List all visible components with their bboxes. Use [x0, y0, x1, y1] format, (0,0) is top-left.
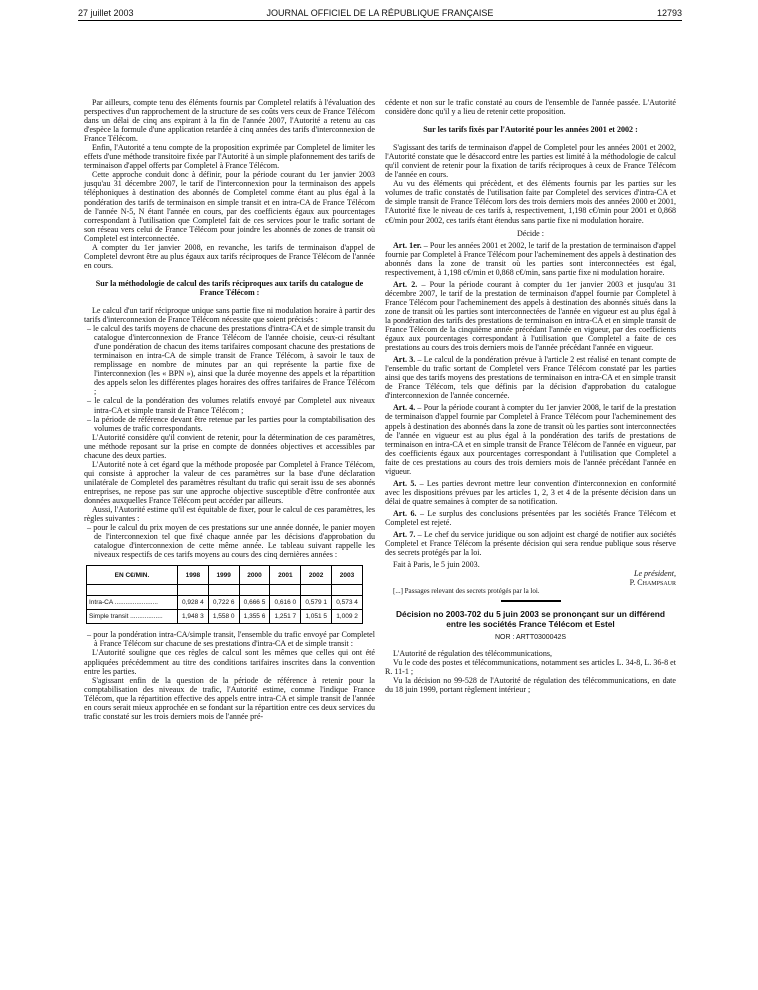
- article-heading: Art. 2.: [393, 279, 418, 289]
- table-cell: 0,666 5: [239, 596, 270, 610]
- article-heading: Art. 1er.: [393, 240, 422, 250]
- footnote: [...] Passages relevant des secrets protégés par la loi.: [393, 587, 540, 596]
- article-text: – Le calcul de la pondération prévue à l'article 2 est réalisé en tenant compte de l'ensemble du trafic sortant de Completel vers France Télécom constaté par les parties ainsi que des tarifs moyens des prestations de terminaison en intra-CA et en simple transit de France Télécom, tels que définis par la décision d'approbation du catalogue d'interconnexion de l'année concernée.: [385, 355, 676, 401]
- article-heading: Art. 7.: [393, 530, 416, 540]
- paragraph: S'agissant enfin de la question de la période de référence à retenir pour la comptabilisation des niveaux de trafic, l'Autorité estime, comme l'indique France Télécom, que la répartition effective des appels entre intra-CA et simple transit de l'année en cours serait mieux approchée en se fondant sur la répartition entre ces deux services du trafic constaté sur les trois derniers mois de l'année pré-: [84, 675, 375, 721]
- signature-name: P. Champsaur: [629, 578, 676, 588]
- article-text: – Pour la période courant à compter du 1er janvier 2003 et jusqu'au 31 décembre 2007, le tarif de la prestation de terminaison d'appel fournie par Completel à France Télécom pour l'acheminement des appels à destination des abonnés situés dans la zone de transit où les parties sont interconnectées de l'année en vigueur est au plus égal à la pondération des tarifs des prestations de terminaison en intra-CA et en simple transit de France Télécom de la cinquième année précédant l'année en vigueur, par des coefficients égaux aux pourcentages correspondant à l'utilisation que Completel a faite de ces prestations au cours des trois derniers mois de l'année précédant l'année en vigueur.: [385, 279, 676, 353]
- table-header-row: [87, 566, 363, 585]
- paragraph: L'Autorité de régulation des télécommunications,: [393, 648, 552, 658]
- bullet-item: – pour la pondération intra-CA/simple transit, l'ensemble du trafic envoyé par Completel à France Télécom sur chacune de ses prestations d'intra-CA et de simple transit :: [87, 630, 375, 649]
- paragraph: L'Autorité souligne que ces règles de calcul sont les mêmes que celles qui ont été appliquées précédemment au titre des conditions tarifaires inscrites dans la convention entre les parties.: [84, 648, 375, 676]
- table-cell: 0,722 6: [208, 596, 239, 610]
- table-cell: 1,051 5: [301, 610, 332, 624]
- paragraph: Par ailleurs, compte tenu des éléments fournis par Completel relatifs à l'évaluation des perspectives d'un rapprochement de la structure de ses coûts vers ceux de France Télécom dans un délai de cinq ans expirant à la fin de l'année 2007, l'Autorité a retenu au cas d'espèce la formule d'une application retardée à cinq années des tarifs d'interconnexion de France Télécom.: [84, 98, 375, 144]
- paragraph: A compter du 1er janvier 2008, en revanche, les tarifs de terminaison d'appel de Completel devront être au plus égaux aux tarifs réciproques de France Télécom de l'année en cours.: [84, 242, 375, 270]
- table-header-cell: 2001: [270, 566, 301, 585]
- table-header-cell: 1999: [208, 566, 239, 585]
- paragraph: L'Autorité considère qu'il convient de retenir, pour la détermination de ces paramètres, une méthode reposant sur la prise en compte de données objectives et accessibles par chacune des deux parties.: [84, 432, 375, 460]
- paragraph: Au vu des éléments qui précèdent, et des éléments fournis par les parties sur les volumes de trafic constatés de l'utilisation faite par Completel des services d'intra-CA et de simple transit de France Télécom lors des trois derniers mois des années 2000 et 2001, l'Autorité fixe le niveau de ces tarifs à, respectivement, 1,198 c€/min pour 2001 et 0,868 c€/min pour 2002, ces tarifs étant étendus sans partie fixe ni modulation horaire.: [385, 179, 676, 225]
- table-header-cell: 2000: [239, 566, 270, 585]
- article: [385, 530, 676, 557]
- paragraph: Enfin, l'Autorité a tenu compte de la proposition exprimée par Completel de limiter les effets d'une méthode transitoire fixée par l'Autorité à un simple plafonnement des tarifs de terminaison d'appel offerts par Completel à France Télécom.: [84, 143, 375, 171]
- article: [385, 280, 676, 352]
- done-line: Fait à Paris, le 5 juin 2003.: [393, 560, 480, 570]
- journal-title: JOURNAL OFFICIEL DE LA RÉPUBLIQUE FRANÇAISE: [266, 8, 494, 18]
- table-cell: 0,579 1: [301, 596, 332, 610]
- article-text: – Le surplus des conclusions présentées par les sociétés France Télécom et Completel est rejeté.: [385, 508, 677, 527]
- bullet-item: – le calcul de la pondération des volumes relatifs envoyé par Completel aux niveaux intra-CA et simple transit de France Télécom ;: [87, 396, 375, 415]
- page-number: 12793: [656, 8, 682, 18]
- rates-table: [86, 565, 363, 624]
- table-row: [87, 610, 363, 624]
- article: [385, 403, 676, 475]
- table-cell: 0,616 0: [270, 596, 301, 610]
- signature-role: Le président,: [633, 569, 676, 579]
- paragraph: Cette approche conduit donc à définir, pour la période courant du 1er janvier 2003 jusqu'au 31 décembre 2007, le tarif de l'interconnexion pour la terminaison des appels téléphoniques à destination des abonnés de Completel comme étant au plus égal à la pondération des tarifs de terminaison en simple transit et en intra-CA de France Télécom de l'année N-5, N étant l'année en cours, par des coefficients égaux aux pourcentages correspondant à l'utilisation que Completel fait de ces services pour le trafic sortant de son réseau vers celui de France Télécom pour joindre les abonnés de zones de transit où Completel est interconnectée.: [84, 170, 375, 243]
- paragraph: Le calcul d'un tarif réciproque unique sans partie fixe ni modulation horaire à partir des tarifs d'interconnexion de France Télécom nécessite que soient précisés :: [84, 305, 375, 325]
- paragraph: L'Autorité note à cet égard que la méthode proposée par Completel à France Télécom, qui consiste à approcher la valeur de ces paramètres sur la base d'une déclaration unilatérale de Completel des paramètres résultant du trafic qui serait issu de ses abonnés entreprises, ne repose pas sur une approche objective susceptible d'être confrontée aux données auxquelles France Télécom peut accéder par ailleurs.: [84, 459, 375, 505]
- paragraph: S'agissant des tarifs de terminaison d'appel de Completel pour les années 2001 et 2002, l'Autorité constate que le désaccord entre les parties est limité à la méthodologie de calcul qu'il convient de retenir pour la fixation de tarifs réciproques à ceux de France Télécom de l'année en cours.: [385, 143, 676, 180]
- table-cell: Intra-CA ........................: [87, 596, 178, 610]
- article: [385, 355, 676, 400]
- article-text: – Le chef du service juridique ou son adjoint est chargé de notifier aux sociétés Completel et France Télécom la présente décision qui sera rendue publique sous réserve des secrets protégés par la loi.: [385, 530, 676, 558]
- table-header-cell: 1998: [177, 566, 208, 585]
- article-text: – Les parties devront mettre leur convention d'interconnexion en conformité avec les dispositions prévues par les articles 1, 2, 3 et 4 de la présente décision dans un délai de quatre semaines à compter de sa notification.: [385, 478, 677, 506]
- table-header-cell: EN C€/MIN.: [87, 566, 178, 585]
- table-header-cell: 2002: [301, 566, 332, 585]
- paragraph: Vu le code des postes et télécommunications, notamment ses articles L. 34-8, L. 36-8 et R. 11-1 ;: [385, 657, 676, 676]
- paragraph: cédente et non sur le trafic constaté au cours de l'ensemble de l'année passée. L'Autorité considère donc qu'il y a lieu de retenir cette proposition.: [385, 98, 676, 117]
- left-column: [84, 98, 375, 721]
- table-cell: Simple transit ..................: [87, 610, 178, 624]
- paragraph: Vu la décision no 99-528 de l'Autorité de régulation des télécommunications, en date du 18 juin 1999, portant règlement intérieur ;: [385, 675, 676, 694]
- section-heading: Sur la méthodologie de calcul des tarifs réciproques aux tarifs du catalogue de France Télécom :: [95, 278, 364, 297]
- separator-rule: [501, 600, 561, 602]
- decide-heading: Décide :: [516, 228, 545, 238]
- table-cell: 1,948 3: [177, 610, 208, 624]
- table-spacer-row: [87, 585, 363, 596]
- table-header-cell: 2003: [332, 566, 363, 585]
- article-heading: Art. 3.: [393, 355, 416, 365]
- article-text: – Pour les années 2001 et 2002, le tarif de la prestation de terminaison d'appel fournie par Completel à France Télécom pour l'acheminement des appels à destination des abonnés dans la zone de transit où les parties sont interconnectées est égal, respectivement, à 1,198 c€/min et 0,868 c€/min, sans partie fixe ni modulation horaire.: [385, 240, 676, 277]
- paragraph: Aussi, l'Autorité estime qu'il est équitable de fixer, pour le calcul de ces paramètres, les règles suivantes :: [84, 505, 375, 524]
- bullet-item: – la période de référence devant être retenue par les parties pour la comptabilisation des volumes de trafic correspondants.: [87, 414, 375, 433]
- nor-reference: NOR : ARTT0300042S: [494, 633, 567, 641]
- table-cell: 1,009 2: [332, 610, 363, 624]
- section-heading: Sur les tarifs fixés par l'Autorité pour les années 2001 et 2002 :: [423, 125, 638, 135]
- article-heading: Art. 4.: [393, 403, 416, 413]
- bullet-item: – le calcul des tarifs moyens de chacune des prestations d'intra-CA et de simple transit du catalogue d'interconnexion de France Télécom de l'année choisie, ceux-ci résultant d'une pondération de chacun des items tarifaires composant chacune des prestations de terminaison en intra-CA de simple transit de France Télécom, à savoir le taux de remplissage en nombre de minutes par an qui représente la partie fixe de l'interconnexion (les « BPN »), ainsi que la durée moyenne des appels et la répartition des appels selon les différentes plages horaires des offres tarifaires de France Télécom ;: [87, 324, 375, 397]
- article-heading: Art. 5.: [393, 478, 417, 488]
- table-cell: 0,928 4: [177, 596, 208, 610]
- decision-title: Décision no 2003-702 du 5 juin 2003 se prononçant sur un différend entre les sociétés France Télécom et Estel: [396, 609, 665, 629]
- article-text: – Pour la période courant à compter du 1er janvier 2008, le tarif de la prestation de terminaison d'appel fournie par Completel à France Télécom pour l'acheminement des appels à destination des abonnés dans la zone de transit où les parties sont interconnectées de l'année en vigueur est au plus égal à la pondération des tarifs de prestations de terminaison en intra-CA et en simple transit de France Télécom de l'année en vigueur, par des coefficients égaux aux pourcentages correspondant à l'utilisation que Completel a faite de ces prestations au cours des trois derniers mois de l'année précédant l'année en vigueur.: [385, 403, 676, 476]
- article-heading: Art. 6.: [393, 508, 417, 518]
- table-cell: 1,558 0: [208, 610, 239, 624]
- table-row: [87, 596, 363, 610]
- article: [385, 479, 676, 506]
- article: [385, 509, 676, 527]
- issue-date: 27 juillet 2003: [78, 8, 134, 18]
- table-cell: 0,573 4: [332, 596, 363, 610]
- bullet-item: – pour le calcul du prix moyen de ces prestations sur une année donnée, le panier moyen de l'interconnexion tel que fixé chaque année par les décisions d'approbation du catalogue d'interconnexion de cette même année. Le tableau suivant rappelle les niveaux respectifs de ces tarifs moyens au cours des cinq dernières années :: [87, 523, 375, 560]
- article: [385, 241, 676, 277]
- right-column: [385, 98, 676, 694]
- header-rule: [78, 20, 682, 21]
- table-cell: 1,355 6: [239, 610, 270, 624]
- page-header: [78, 0, 682, 18]
- table-cell: 1,251 7: [270, 610, 301, 624]
